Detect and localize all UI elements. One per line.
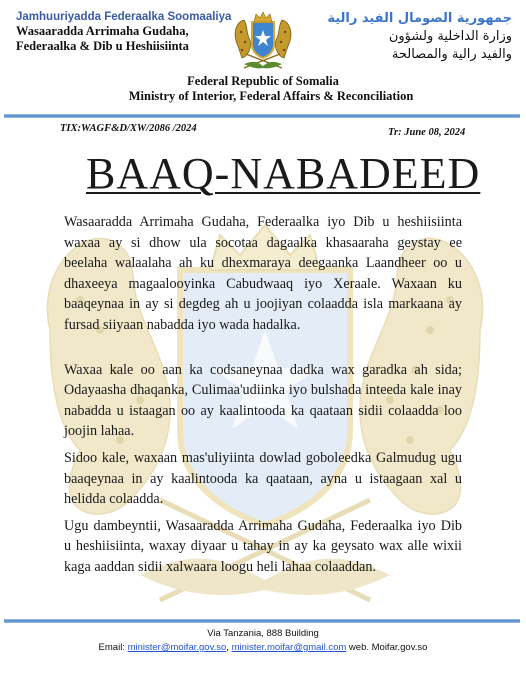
- header-ministry-name-somali-2: Federaalka & Dib u Heshiisiinta: [16, 39, 189, 53]
- footer-email-link-2[interactable]: minister.moifar@gmail.com: [231, 642, 347, 653]
- footer-email-label: Email:: [98, 642, 125, 653]
- reference-number: TIX:WAGF&D/XW/2086 /2024: [60, 123, 197, 134]
- footer-address: Via Tanzania, 888 Building: [207, 628, 319, 639]
- header-divider: [4, 114, 520, 118]
- header-republic-name-arabic: جمهورية الصومال الفيد رالية: [327, 11, 512, 26]
- document-body: [64, 212, 462, 578]
- footer-web[interactable]: web. Moifar.gov.so: [348, 642, 428, 653]
- footer-email-link-1[interactable]: minister@moifar.gov.so: [127, 642, 227, 653]
- header-republic-name-english: Federal Republic of Somalia: [187, 74, 339, 88]
- header-arabic-block: [322, 10, 512, 64]
- footer-separator: ,: [226, 642, 229, 653]
- body-paragraph: Ugu dambeyntii, Wasaaradda Arrimaha Gudaha, Federaalka iyo Dib u heshiisiinta, waxay diyaar u tahay in ay ka geysato wax alle wixii kaga aaddan sidii xalwaara loogu heli lahaa colaaddan.: [64, 517, 462, 575]
- somalia-coat-of-arms-icon: [230, 6, 296, 72]
- header-english-block: [0, 74, 526, 104]
- header-ministry-name-english: Ministry of Interior, Federal Affairs & Reconciliation: [128, 89, 414, 103]
- header-somali-block: [16, 10, 236, 54]
- header-ministry-name-somali-1: Wasaaradda Arrimaha Gudaha,: [16, 24, 189, 38]
- body-paragraph: Wasaaradda Arrimaha Gudaha, Federaalka iyo Dib u heshiisiinta waxaa ay si dhow ula socotaa dagaalka khasaaraha geystay ee beelaha walaalaha ah ku dhexmaraya deegaanka Laandheer oo u dhaxeeya magaalooyinka Cabudwaaq iyo Xeraale. Waxaan ku baaqeynaa in ay si degdeg ah u joojiyan colaadda isla markaana ay fursad siiyaan nabadda iyo wada hadalka.: [64, 214, 462, 333]
- footer-divider: [4, 619, 520, 623]
- header-ministry-name-arabic-2: والفيد رالية والمصالحة: [391, 47, 512, 62]
- footer: [0, 627, 526, 655]
- body-paragraph: Sidoo kale, waxaan mas'uliyiinta dowlad goboleedka Galmudug ugu baaqeynaa in ay kaalintooda ka qaataan, ayna u istaagaan xal u helidda colaadda.: [64, 449, 462, 508]
- document-date: Tr: June 08, 2024: [388, 127, 466, 138]
- document-title: BAAQ-NABADEED: [86, 149, 481, 198]
- body-paragraph: Waxaa kale oo aan ka codsaneynaa dadka wax garadka ah sida; Odayaasha dhaqanka, Culimaa'udiinka iyo bulshada inteeda kale inay nabadda u istaagan oo ay kaalintooda ka qaataan sidii colaadda loo joojin lahaa.: [64, 361, 462, 440]
- footer-contact-line: [0, 641, 526, 655]
- header-ministry-name-arabic-1: وزارة الداخلية ولشؤون: [388, 29, 512, 44]
- header-republic-name-somali: Jamhuuriyadda Federaalka Soomaaliya: [16, 11, 232, 23]
